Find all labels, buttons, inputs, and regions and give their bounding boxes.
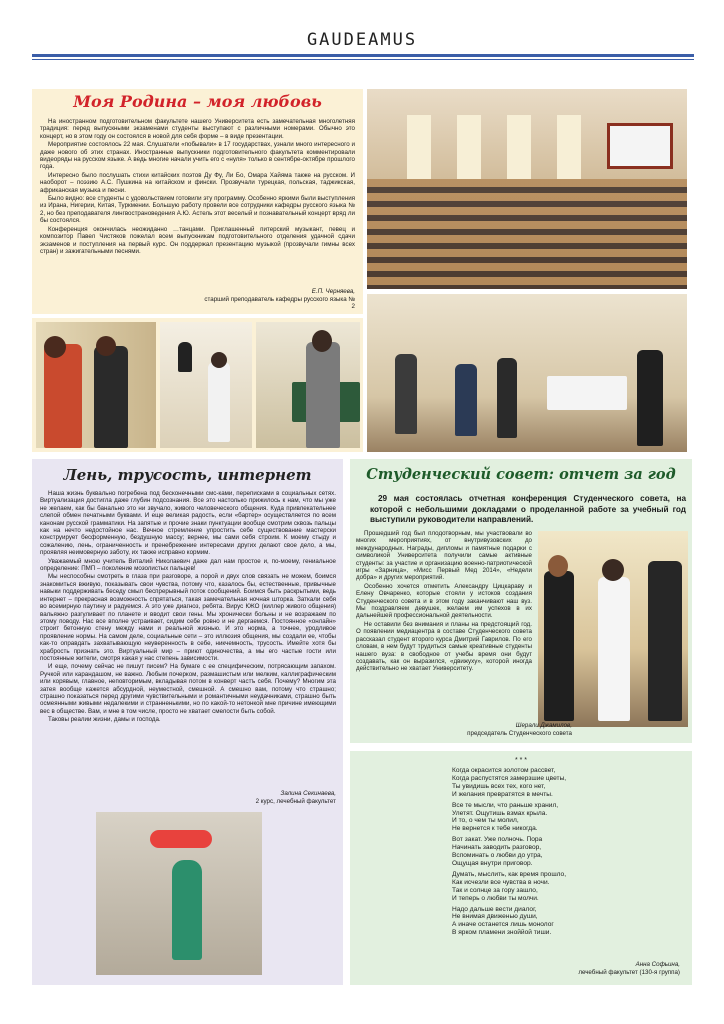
paragraph: Мероприятие состоялось 22 мая. Слушатели «побывали» в 17 государствах, узнали много интересного и даже нового об этих странах. Иностранные выпускники подготовительного факультета комментировали видеоряды на русском языке. А ведь многие начали учить его с «нуля» только в сентябре-октябре прошлого года. <box>40 141 355 171</box>
poem-line: Так и солнце за гору зашло, <box>452 886 538 894</box>
paragraph: Было видно: все студенты с удовольствием готовили эту программу. Особенно яркими были выступления из Ирана, Нигерии, Китая, Туркмении. Большую работу провели все сотрудники кафедры русского языка № 2, но без преподавателя лингвострановедения А.Ю. Астель этот веселый и познавательный концерт вряд ли бы состоялся. <box>40 195 355 225</box>
article-laziness-signature <box>160 790 336 805</box>
poem-line: Улетят. Ощутишь взмах крыла. <box>452 809 548 817</box>
author-name: Залина Секинаева, <box>280 790 336 797</box>
article-council-body <box>356 530 532 674</box>
poem-line: Ощущая внутри приговор. <box>452 859 533 867</box>
poem-line: Думать, мыслить, как время прошло, <box>452 870 567 878</box>
poem-stanza <box>452 871 652 903</box>
paragraph: Наша жизнь буквально погребена под бесконечными смс-ками, переписками в социальных сетях. Виртуализация достигла даже глубин подсознания. Все это настолько прижилось к нам, что мы уже не желаем, как бы банально это ни звучало, живого человеческого общения. Куда привлекательнее слепой обмен печатными буквами. И еще великая радость, если «бартер» осуществляется по всем канонам русской грамматики. На запятые и прочие знаки пунктуации вообще смотрим сквозь пальцы как на нечто недостойное нас. Вечное стремление упростить себе существование мастерски конструирует бесформенную, бездушную массу; вернее, мы сами себя строим. К моему стыду и сожалению, лень, ограниченность и пренебрежение интересами других делают свое дело, а мы, проявляя неимоверную заботу, их также исправно кормим. <box>40 490 336 557</box>
poem-stanza <box>452 767 652 799</box>
paragraph: Таковы реалии жизни, дамы и господа. <box>48 716 161 724</box>
header-rule-thin <box>32 59 694 60</box>
paragraph: Конференция окончилась неожиданно …танцами. Приглашенный питерский музыкант, певец и композитор Павел Чистяков пожелал всем выпускникам подготовительного отделения удачной сдачи экзаменов и поступления на первый курс. Он поддержал презентацию музыкой (прозвучали гимны всех стран) и зажигательными песнями. <box>40 225 355 255</box>
article-homeland-body <box>40 118 355 256</box>
paragraph: Интересно было послушать стихи китайских поэтов Ду Фу, Ли Бо, Омара Хайяма также на русском. И наоборот – поэзию А.С. Пушкина на китайском и фински. Прозвучали турецкая, польская, таджикская, африканская музыка и песни. <box>40 171 355 194</box>
poem-line: И желания превратятся в мечты. <box>452 790 553 798</box>
poem-line: Когда окрасится золотом рассвет, <box>452 767 556 774</box>
poem-line: В ярком пламени зноййой тиши. <box>452 929 552 937</box>
author-role: председатель Студенческого совета <box>467 729 572 737</box>
paragraph: Уважаемый мною учитель Виталий Николаевич даже дал нам простое и, по-моему, гениальное определение: ПМП – поколение мозолистых пальцев! <box>40 557 336 573</box>
poem-stanza <box>452 906 652 938</box>
performers-photo <box>36 322 156 448</box>
poem-line: А иначе останется лишь монолог <box>452 921 554 929</box>
author-name: Е.П. Черняева, <box>311 288 355 295</box>
article-council-signature <box>420 722 572 737</box>
poem-line: Ты увидишь всех тех, кого нет, <box>452 782 546 790</box>
paragraph: Особенно хочется отметить Александру Цицкараву и Елену Овчаренко, которые стояли у истоков создания Студенческого совета и в этом году заканчивают наш вуз. Мы поздравляем девушек, желаем им успехов в их дальнейшей профессиональной деятельности. <box>356 582 532 620</box>
poem-line: И то, о чем ты молил, <box>452 817 519 825</box>
poem-line: Не вернется к тебе никогда. <box>452 825 538 833</box>
stage-photo <box>367 294 687 452</box>
paragraph: Мы неспособны смотреть в глаза при разговоре, а порой и двух слов связать не можем, боимся знакомиться вживую, показывать свои чувства, потому что, казалось бы, естественные, привычные навыки поддерживать беседу смыл беспрерывный поток сообщений. Боимся быть раскрытыми, ведь интернет – прекрасная возможность спрятаться, такая замечательная ночная шторка. Заткали себя во всемирную паутину и радуемся. А это уже диагноз, ребята. Вирус КЖО (киллер живого общения) вальяжно разгуливает по планете и вводит свои гены. Мы хронически больны и не возражаем по этому поводу. Нас все вполне устраивает, сидим себе ровно и не дергаемся. Постоянное «онлайн» строит бетонную стену между нами и реальной жизнью. И это норма, а точнее, уродливое проявление нормы. На самом деле, социальные сети – это иллюзия общения, мы создали ее, чтобы как-то оправдать захватывающую неуверенность в себе, никчемность, трусость. Имейте хотя бы храбрость признать это. Виртуальный мир – приют одиночества, а мы его частые гости или постоянные жители, смотря какая у нас степень зависимости. <box>40 573 336 662</box>
paragraph: И еще, почему сейчас не пишут писем? На бумаге с ее специфическим, потрясающим запахом. Ручкой или карандашом, не важно. Любым почерком, размашистым или мелким, каллиграфическим или корявым, главное, неповторимым, вкладывая потом в конверт частъ себя. Почему? Многим эта затея вообще кажется абсурдной, неуместной, смешной. А смешно вам, потому что страшно; страшно показаться перед другими чувствительными и романтичными неудачниками, страшно быть осмеянными живыми недалекими и странненькими, но по какой-то нетонкой мне причине имеющими вес в обществе. Вам, и мне в том числе, просто не хватает смелости быть собой. <box>40 663 336 715</box>
poem-stars: * * * <box>514 757 528 764</box>
paragraph: Не оставили без внимания и планы на предстоящий год. О появлении медиацентра в составе Студенческого совета рассказал студент второго курса Дмитрий Гаврилов. По его словам, в нем будут трудиться самые креативные студенты нашего вуза: в свободное от учебы время они будут создавать, как он выразился, «движуху», которой иногда действительно не хватает Университету. <box>356 620 532 673</box>
article-council-lead: 29 мая состоялась отчетная конференция Студенческого совета, на которой с небольшими докладами о проделанной работе за учебный год выступили руководители направлений. <box>370 494 686 524</box>
newspaper-title: GAUDEAMUS <box>306 30 418 50</box>
poem-line: Вспоминать о любви до утра, <box>452 852 543 860</box>
author-name: Шерали Джамилов, <box>515 722 572 729</box>
poem-line: Вот закат. Уже полночь. Пора <box>452 836 543 844</box>
auditorium-photo <box>367 89 687 289</box>
poem-stanza <box>452 836 652 868</box>
paragraph: На иностранном подготовительном факультете нашего Университета есть замечательная многолетняя традиция: перед выпускными экзаменами студенты выступают с различными номерами. Обычно это концерт, но в этом году он состоялся в новой для себя форме – в виде презентации. <box>40 118 355 140</box>
author-role: старший преподаватель кафедры русского языка № 2 <box>204 295 355 310</box>
author-name: Анна Софьина, <box>635 961 680 968</box>
poem-line: Как исчезли все чувства в ночи. <box>452 878 550 886</box>
author-role: лечебный факультет (130-я группа) <box>578 968 680 976</box>
article-homeland-signature <box>200 288 355 311</box>
poem-stanza <box>452 802 652 834</box>
poem-line: Все те мысли, что раньше хранил, <box>452 801 559 809</box>
poem-line: Не внимая движенью души, <box>452 913 538 921</box>
poem-signature <box>470 961 680 976</box>
header-rule <box>32 54 694 57</box>
article-laziness-title: Лень, трусость, интернет <box>63 466 312 484</box>
award-photo <box>538 531 688 727</box>
poem-body <box>452 767 652 940</box>
musician-photo <box>256 322 360 448</box>
article-laziness-body <box>40 490 336 725</box>
poem-line: Когда распустятся замерзшие цветы, <box>452 774 567 782</box>
poem-line: Надо дальше вести диалог, <box>452 905 537 913</box>
poem-line: Начинать заводить разговор, <box>452 844 542 852</box>
article-homeland-title: Моя Родина – моя любовь <box>73 92 322 111</box>
graffiti-photo <box>96 812 262 975</box>
article-council-title: Студенческий совет: отчет за год <box>366 466 676 483</box>
poem-line: И теперь о любви ты молчи. <box>452 894 539 902</box>
author-role: 2 курс, лечебный факультет <box>255 797 336 805</box>
singer-photo <box>160 322 252 448</box>
paragraph: Прошедший год был плодотворным, мы участвовали во многих мероприятиях, от внутривузовских до международных. Награды, дипломы и памятные подарки с символикой Университета получили самые активные студенты: за участие и организацию военно-патриотической игры «Зарница», «Мисс Первый Мед 2014», «Недели добра» и других мероприятий. <box>356 530 532 582</box>
